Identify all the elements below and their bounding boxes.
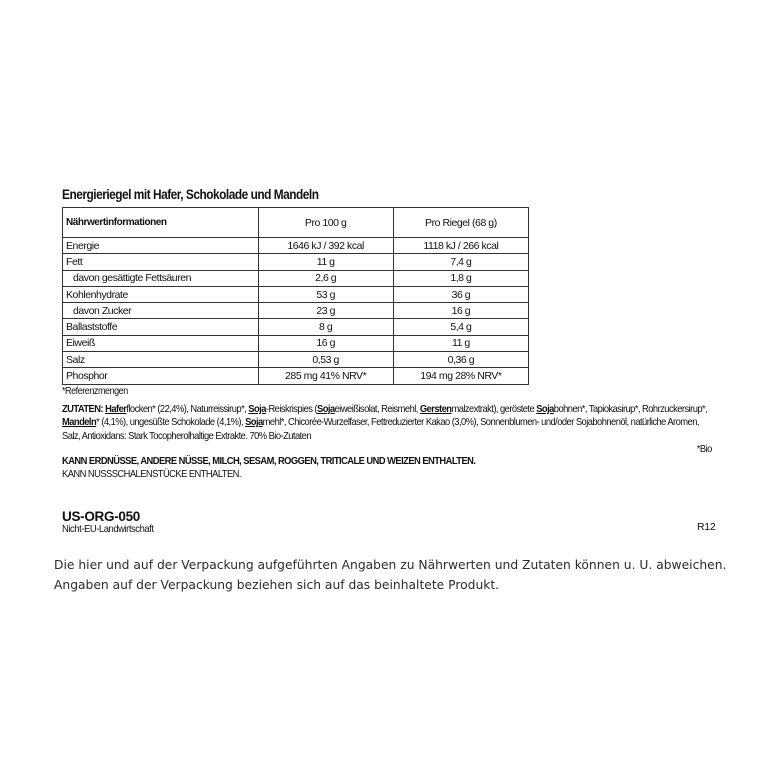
allergen-gersten: Gersten [419, 403, 452, 415]
reference-code: R12 [697, 521, 716, 533]
allergen-soja: Soja [248, 403, 266, 415]
nutrient-label: davon gesättigte Fettsäuren [63, 270, 259, 286]
nutrition-table [62, 207, 529, 385]
value-per-bar: 36 g [393, 286, 528, 302]
product-title: Energieriegel mit Hafer, Schokolade und Mandeln [62, 187, 319, 202]
disclaimer-line2: Angaben auf der Verpackung beziehen sich auf das beinhaltete Produkt. [54, 578, 500, 592]
value-per-100g: 0,53 g [258, 352, 393, 368]
nutrition-row [63, 368, 529, 384]
allergen-warning [62, 456, 712, 481]
header-nutrition-info: Nährwertinformationen [63, 208, 259, 238]
ingredients-part: flocken* (22,4%), Naturreissirup*, [126, 403, 249, 415]
allergen-warning-line2: KANN NUSSSCHALENSTÜCKE ENTHALTEN. [62, 468, 241, 480]
organic-certification [62, 509, 164, 535]
reference-footnote: *Referenzmengen [62, 385, 128, 397]
nutrition-row [63, 303, 529, 319]
nutrition-row [63, 238, 529, 254]
bio-note-line [62, 443, 712, 457]
allergen-mandeln: Mandeln [62, 417, 97, 429]
value-per-100g: 1646 kJ / 392 kcal [258, 238, 393, 254]
nutrition-row [63, 254, 529, 270]
nutrition-row [63, 352, 529, 368]
allergen-hafer: Hafer [105, 403, 127, 415]
value-per-bar: 7,4 g [393, 254, 528, 270]
ingredients-label: ZUTATEN: [62, 403, 104, 415]
allergen-warning-line1: KANN ERDNÜSSE, ANDERE NÜSSE, MILCH, SESAM, ROGGEN, TRITICALE UND WEIZEN ENTHALTEN. [62, 456, 476, 468]
ingredients-text [62, 403, 712, 457]
allergen-soja: Soja [536, 403, 554, 415]
value-per-bar: 5,4 g [393, 319, 528, 335]
value-per-100g: 16 g [258, 335, 393, 351]
bio-note: *Bio [696, 444, 712, 456]
ingredients-part: -Reiskrispies ( [265, 403, 318, 415]
value-per-bar: 16 g [393, 303, 528, 319]
value-per-bar: 11 g [393, 335, 528, 351]
allergen-soja: Soja [317, 403, 335, 415]
value-per-100g: 8 g [258, 319, 393, 335]
value-per-bar: 194 mg 28% NRV* [393, 368, 528, 384]
nutrition-row [63, 286, 529, 302]
nutrient-label: Phosphor [63, 368, 259, 384]
nutrition-row [63, 270, 529, 286]
header-per-bar: Pro Riegel (68 g) [393, 208, 528, 238]
certification-code: US-ORG-050 [62, 509, 141, 524]
nutrient-label: Ballaststoffe [63, 319, 259, 335]
ingredients-part: malzextrakt), geröstete [451, 403, 537, 415]
value-per-100g: 2,6 g [258, 270, 393, 286]
ingredients-part: * (4,1%), ungesüßte Schokolade (4,1%), [96, 417, 246, 429]
value-per-100g: 11 g [258, 254, 393, 270]
nutrient-label: Fett [63, 254, 259, 270]
allergen-soja: Soja [245, 417, 263, 429]
nutrition-row [63, 335, 529, 351]
disclaimer [54, 555, 754, 595]
nutrient-label: Salz [63, 352, 259, 368]
value-per-100g: 285 mg 41% NRV* [258, 368, 393, 384]
value-per-bar: 1118 kJ / 266 kcal [393, 238, 528, 254]
value-per-bar: 0,36 g [393, 352, 528, 368]
ingredients-part: bohnen*, Tapiokasirup*, Rohrzuckersirup*, [553, 403, 708, 415]
ingredients-part: eiweißisolat, Reismehl, [334, 403, 420, 415]
nutrition-row [63, 319, 529, 335]
nutrient-label: Kohlenhydrate [63, 286, 259, 302]
value-per-100g: 53 g [258, 286, 393, 302]
agriculture-origin: Nicht-EU-Landwirtschaft [62, 523, 154, 535]
nutrition-label [62, 187, 712, 481]
nutrient-label: Energie [63, 238, 259, 254]
value-per-100g: 23 g [258, 303, 393, 319]
value-per-bar: 1,8 g [393, 270, 528, 286]
nutrient-label: davon Zucker [63, 303, 259, 319]
header-per-100g: Pro 100 g [258, 208, 393, 238]
nutrition-table-header [63, 208, 529, 238]
disclaimer-line1: Die hier und auf der Verpackung aufgeführten Angaben zu Nährwerten und Zutaten können u. U. abweichen. [54, 558, 727, 572]
nutrient-label: Eiweiß [63, 335, 259, 351]
ingredients-part: mehl*, Chicorée-Wurzelfaser, Fettreduzierter Kakao (3,0%), Sonnenblumen- und/oder Sojabohnenöl, natürliche Aromen, Salz, Antioxidans: Stark Tocopherolhaltige Extrakte. 70% Bio-Zutaten [62, 417, 699, 442]
